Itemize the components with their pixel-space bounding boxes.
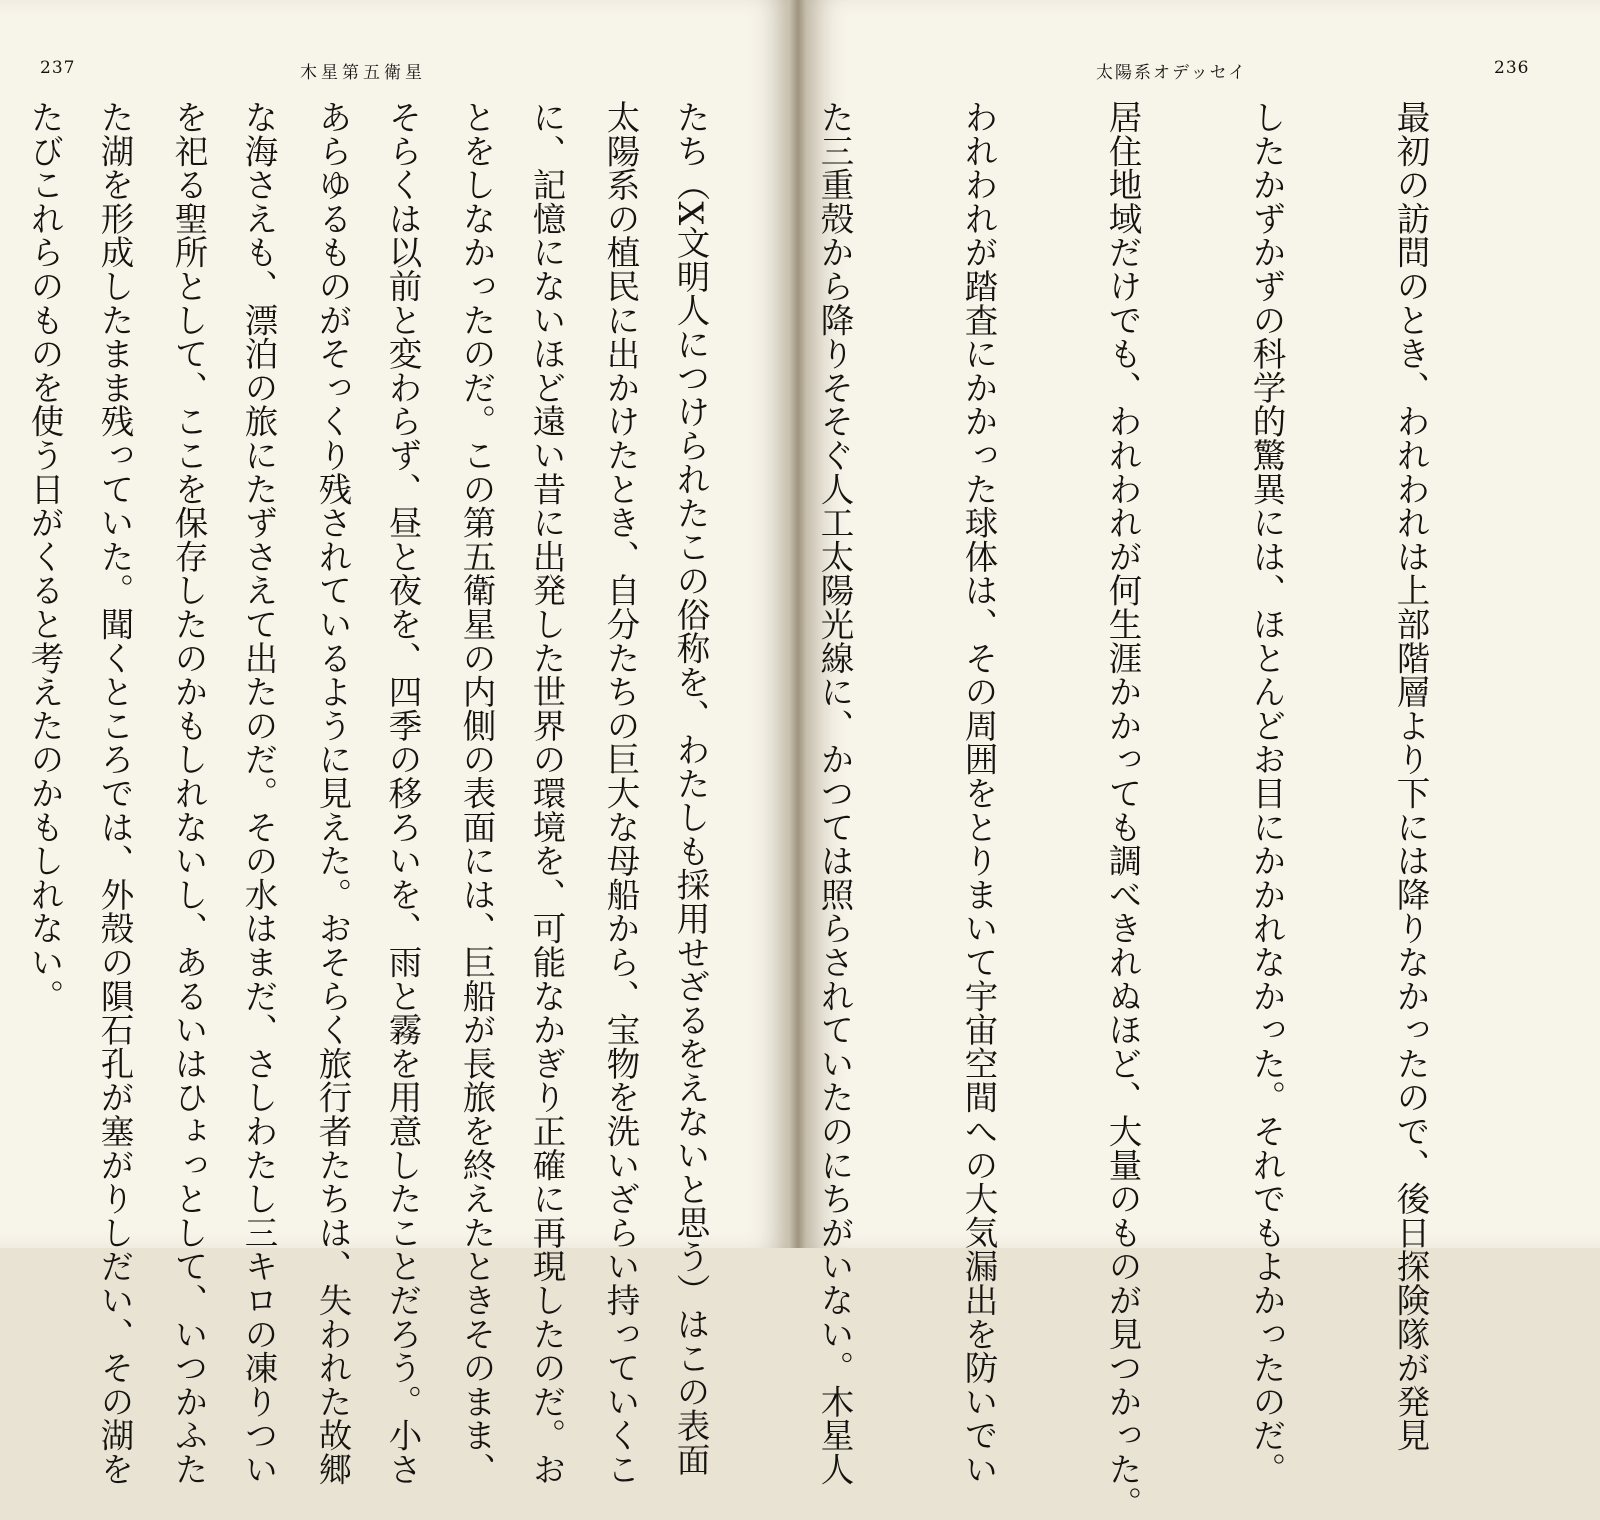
text-line: したかずかずの科学的驚異には、ほとんどお目にかかれなかった。それでもよかったのだ。 [1247,100,1286,1486]
text-line: た三重殻から降りそそぐ人工太陽光線に、かつては照らされていたのにちがいない。木星人 [815,100,854,1486]
text-line: とをしなかったのだ。この第五衛星の内側の表面には、巨船が長旅を終えたときそのまま、 [457,100,496,1486]
text-line: あらゆるものがそっくり残されているように見えた。おそらく旅行者たちは、失われた故郷 [313,100,352,1486]
text-line: たびこれらのものを使う日がくると考えたのかもしれない。 [25,100,64,1013]
text-line: な海さえも、漂泊の旅にたずさえて出たのだ。その水はまだ、さしわたし三キロの凍りつい [239,100,278,1486]
page-number-left: 237 [40,58,76,78]
text-line: われわれが踏査にかかった球体は、その周囲をとりまいて宇宙空間への大気漏出を防いでい [959,100,998,1486]
text-line: 最初の訪問のとき、われわれは上部階層より下には降りなかったので、後日探険隊が発見 [1391,100,1430,1452]
text-line: 居住地域だけでも、われわれが何生涯かかっても調べきれぬほど、大量のものが見つかった。 [1103,100,1142,1520]
text-line: たち（X文明人につけられたこの俗称を、わたしも採用せざるをえないと思う）はこの表面 [671,100,710,1477]
running-title-right: 太陽系オデッセイ [1096,63,1248,83]
text-line: た湖を形成したまま残っていた。聞くところでは、外殻の隕石孔が塞がりしだい、その湖を [95,100,134,1486]
text-line: を祀る聖所として、ここを保存したのかもしれないし、あるいはひょっとして、いつかふた [169,100,208,1486]
text-line: 太陽系の植民に出かけたとき、自分たちの巨大な母船から、宝物を洗いざらい持っていくこ [601,100,640,1486]
text-line: に、記憶にないほど遠い昔に出発した世界の環境を、可能なかぎり正確に再現したのだ。お [527,100,566,1486]
right-page-body [0,100,1530,1520]
text-line: そらくは以前と変わらず、昼と夜を、四季の移ろいを、雨と霧を用意したことだろう。小さ [383,100,422,1486]
page-number-right: 236 [1494,58,1530,78]
running-title-left: 木星第五衛星 [300,63,426,83]
